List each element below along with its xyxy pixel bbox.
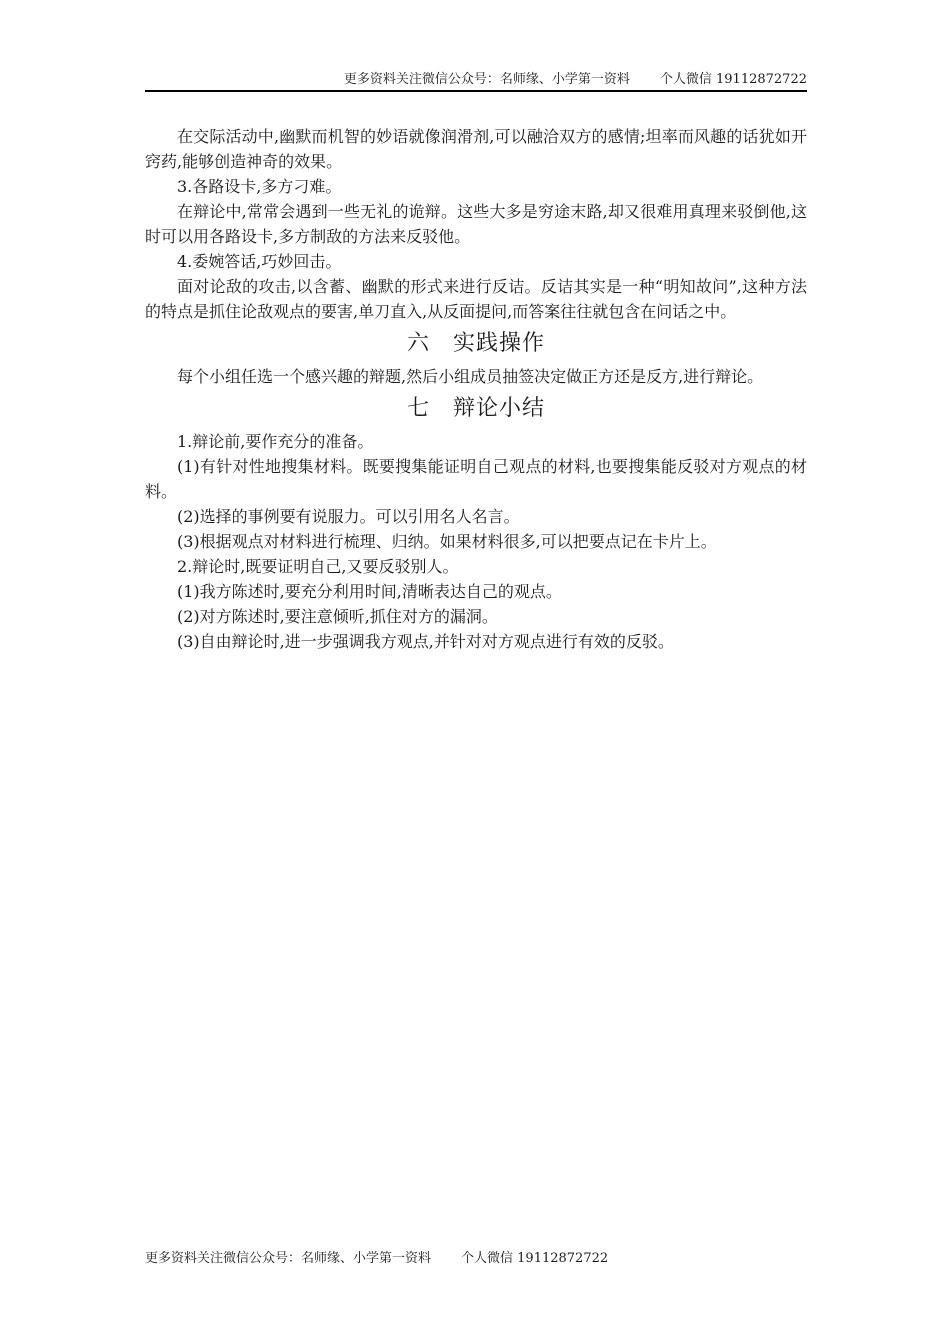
paragraph: 面对论敌的攻击,以含蓄、幽默的形式来进行反诘。反诘其实是一种“明知故问”,这种方法的特点是抓住论敌观点的要害,单刀直入,从反面提问,而答案往往就包含在问话之中。: [145, 277, 807, 321]
page-footer: [145, 1247, 608, 1266]
summary-item: (2)选择的事例要有说服力。可以引用名人名言。: [177, 507, 520, 526]
summary-item: 1.辩论前,要作充分的准备。: [177, 432, 374, 451]
header-wechat-account: 更多资料关注微信公众号：名师缘、小学第一资料: [343, 72, 630, 87]
paragraph: 在辩论中,常常会遇到一些无礼的诡辩。这些大多是穷途末路,却又很难用真理来驳倒他,这时可以用各路设卡,多方制敌的方法来反驳他。: [145, 202, 807, 246]
paragraph: 每个小组任选一个感兴趣的辩题,然后小组成员抽签决定做正方还是反方,进行辩论。: [177, 367, 764, 386]
header-text: [344, 68, 807, 87]
summary-item: (1)有针对性地搜集材料。既要搜集能证明自己观点的材料,也要搜集能反驳对方观点的材料。: [145, 457, 807, 501]
summary-item: (2)对方陈述时,要注意倾听,抓住对方的漏洞。: [177, 607, 498, 626]
page-header: [145, 64, 807, 92]
footer-personal-wechat: 个人微信 19112872722: [461, 1251, 609, 1266]
summary-item: 2.辩论时,既要证明自己,又要反驳别人。: [177, 557, 459, 576]
document-body: [145, 124, 807, 654]
footer-wechat-account: 更多资料关注微信公众号：名师缘、小学第一资料: [145, 1251, 432, 1266]
paragraph: 在交际活动中,幽默而机智的妙语就像润滑剂,可以融洽双方的感情;坦率而风趣的话犹如开窍药,能够创造神奇的效果。: [145, 127, 807, 171]
summary-item: (3)自由辩论时,进一步强调我方观点,并针对对方观点进行有效的反驳。: [177, 632, 674, 651]
summary-item: (1)我方陈述时,要充分利用时间,清晰表达自己的观点。: [177, 582, 562, 601]
summary-item: (3)根据观点对材料进行梳理、归纳。如果材料很多,可以把要点记在卡片上。: [177, 532, 717, 551]
header-personal-wechat: 个人微信 19112872722: [659, 72, 807, 87]
section-title-summary: 七 辩论小结: [406, 396, 545, 421]
section-title-practice: 六 实践操作: [406, 331, 545, 356]
point-heading: 3.各路设卡,多方刁难。: [177, 177, 342, 196]
point-heading: 4.委婉答话,巧妙回击。: [177, 252, 342, 271]
